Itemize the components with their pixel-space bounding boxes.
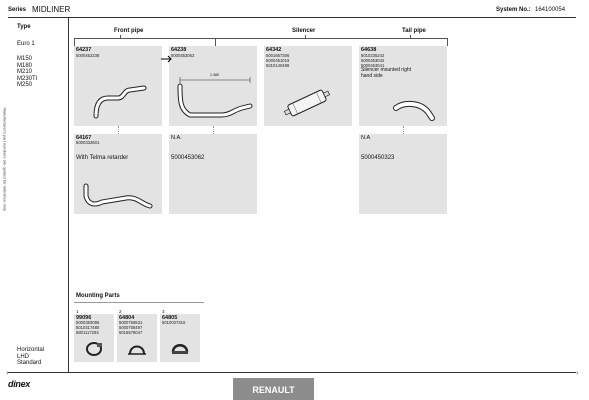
mounting-title: Mounting Parts (76, 293, 120, 299)
section-tail-pipe: Tail pipe (402, 28, 426, 34)
part-number: 5000453063 (171, 53, 195, 58)
part-reference: 5000453062 (171, 155, 205, 161)
arrow-icon (160, 55, 172, 63)
page-mark-left: 1 (6, 370, 9, 375)
header-rule (8, 17, 576, 18)
front-pipe-illustration (172, 60, 256, 126)
clamp-icon (84, 340, 104, 358)
type-label: Type (17, 24, 31, 30)
model-item: M150 (17, 56, 33, 62)
section-silencer: Silencer (292, 28, 316, 34)
part-code: 64804 (119, 315, 135, 321)
part-panel-na-2[interactable] (359, 134, 447, 214)
dinex-logo: dinex (8, 379, 31, 389)
mounting-index: 1 (76, 309, 79, 314)
part-number: 5000758497 (119, 324, 143, 330)
part-note: Silencer mounted right hand side (361, 67, 412, 79)
part-number: 5010235242 (361, 53, 385, 58)
section-front-pipe: Front pipe (114, 28, 144, 34)
bracket-tick (447, 38, 448, 46)
system-label: System No.: (496, 7, 531, 13)
mounting-index: 2 (119, 309, 122, 314)
part-number: 5016578047 (119, 329, 143, 335)
connector-line (213, 126, 214, 134)
model-item: M230TI (17, 75, 38, 82)
part-number: 5010317480 (76, 324, 100, 330)
part-reference: 5000450323 (361, 155, 395, 161)
part-number: 5000383085 (76, 320, 100, 325)
part-numbers (119, 321, 142, 335)
part-number: 5801117294 (76, 329, 99, 335)
part-code: 64638 (361, 47, 377, 53)
front-pipe-illustration (80, 176, 158, 210)
part-numbers (76, 321, 99, 335)
bracket-tick (410, 35, 411, 38)
model-item: M180 (17, 62, 33, 69)
silencer-illustration (282, 88, 332, 118)
part-number: 5000452238 (76, 53, 100, 58)
part-number: 5000758531 (119, 320, 143, 325)
bracket-tick (305, 35, 306, 38)
part-code: 99096 (76, 315, 92, 321)
norm-label: Euro 1 (17, 41, 35, 47)
part-number: 5010037316 (162, 320, 186, 325)
system-value: 164100054 (535, 7, 566, 13)
part-number: 5000332601 (76, 140, 100, 145)
part-code: 64342 (266, 47, 282, 53)
series-value: MIDLINER (32, 5, 71, 14)
dimension-label: 1.385 (210, 73, 219, 77)
models-list (17, 56, 37, 89)
bracket-tick (74, 38, 75, 46)
config-list (17, 347, 44, 367)
part-numbers (266, 54, 289, 68)
config-item: Standard (17, 360, 42, 366)
part-code: N.A. (171, 135, 182, 141)
left-column-divider (68, 17, 69, 372)
bracket-tick (120, 35, 121, 38)
part-code: 64237 (76, 47, 92, 53)
part-number: 5000453041 (361, 62, 385, 68)
section-bracket (74, 38, 448, 39)
page-mark-right: 1 (576, 370, 579, 375)
part-panel-na-1[interactable] (169, 134, 257, 214)
front-pipe-illustration (90, 80, 150, 120)
side-text: Manufacturer's part numbers are quoted for reference only (2, 107, 8, 211)
part-note: With Telma retarder (76, 155, 129, 161)
part-code: 64805 (162, 315, 178, 321)
part-number: 5000453042 (361, 57, 385, 63)
config-item: Horizontal (17, 347, 45, 353)
part-number: 5000451019 (266, 57, 290, 63)
tail-pipe-illustration (392, 98, 436, 124)
part-code: 64167 (76, 135, 92, 141)
connector-line (118, 126, 119, 134)
clamp-icon (127, 340, 147, 358)
config-item: LHD (17, 353, 30, 360)
series-label: Series (8, 7, 27, 13)
model-item: M210 (17, 69, 33, 75)
part-number: 5001667306 (266, 53, 290, 58)
clamp-icon (170, 340, 190, 358)
bracket-tick (215, 38, 216, 46)
part-code: N.A (361, 135, 371, 141)
part-number: 5010140498 (266, 62, 290, 68)
bottom-rule (8, 370, 579, 375)
mounting-rule (74, 302, 204, 303)
connector-line (403, 126, 404, 134)
part-code: 64238 (171, 47, 187, 53)
mounting-index: 3 (162, 309, 165, 314)
model-item: M250 (17, 82, 33, 88)
brand-label: RENAULT (252, 385, 295, 395)
